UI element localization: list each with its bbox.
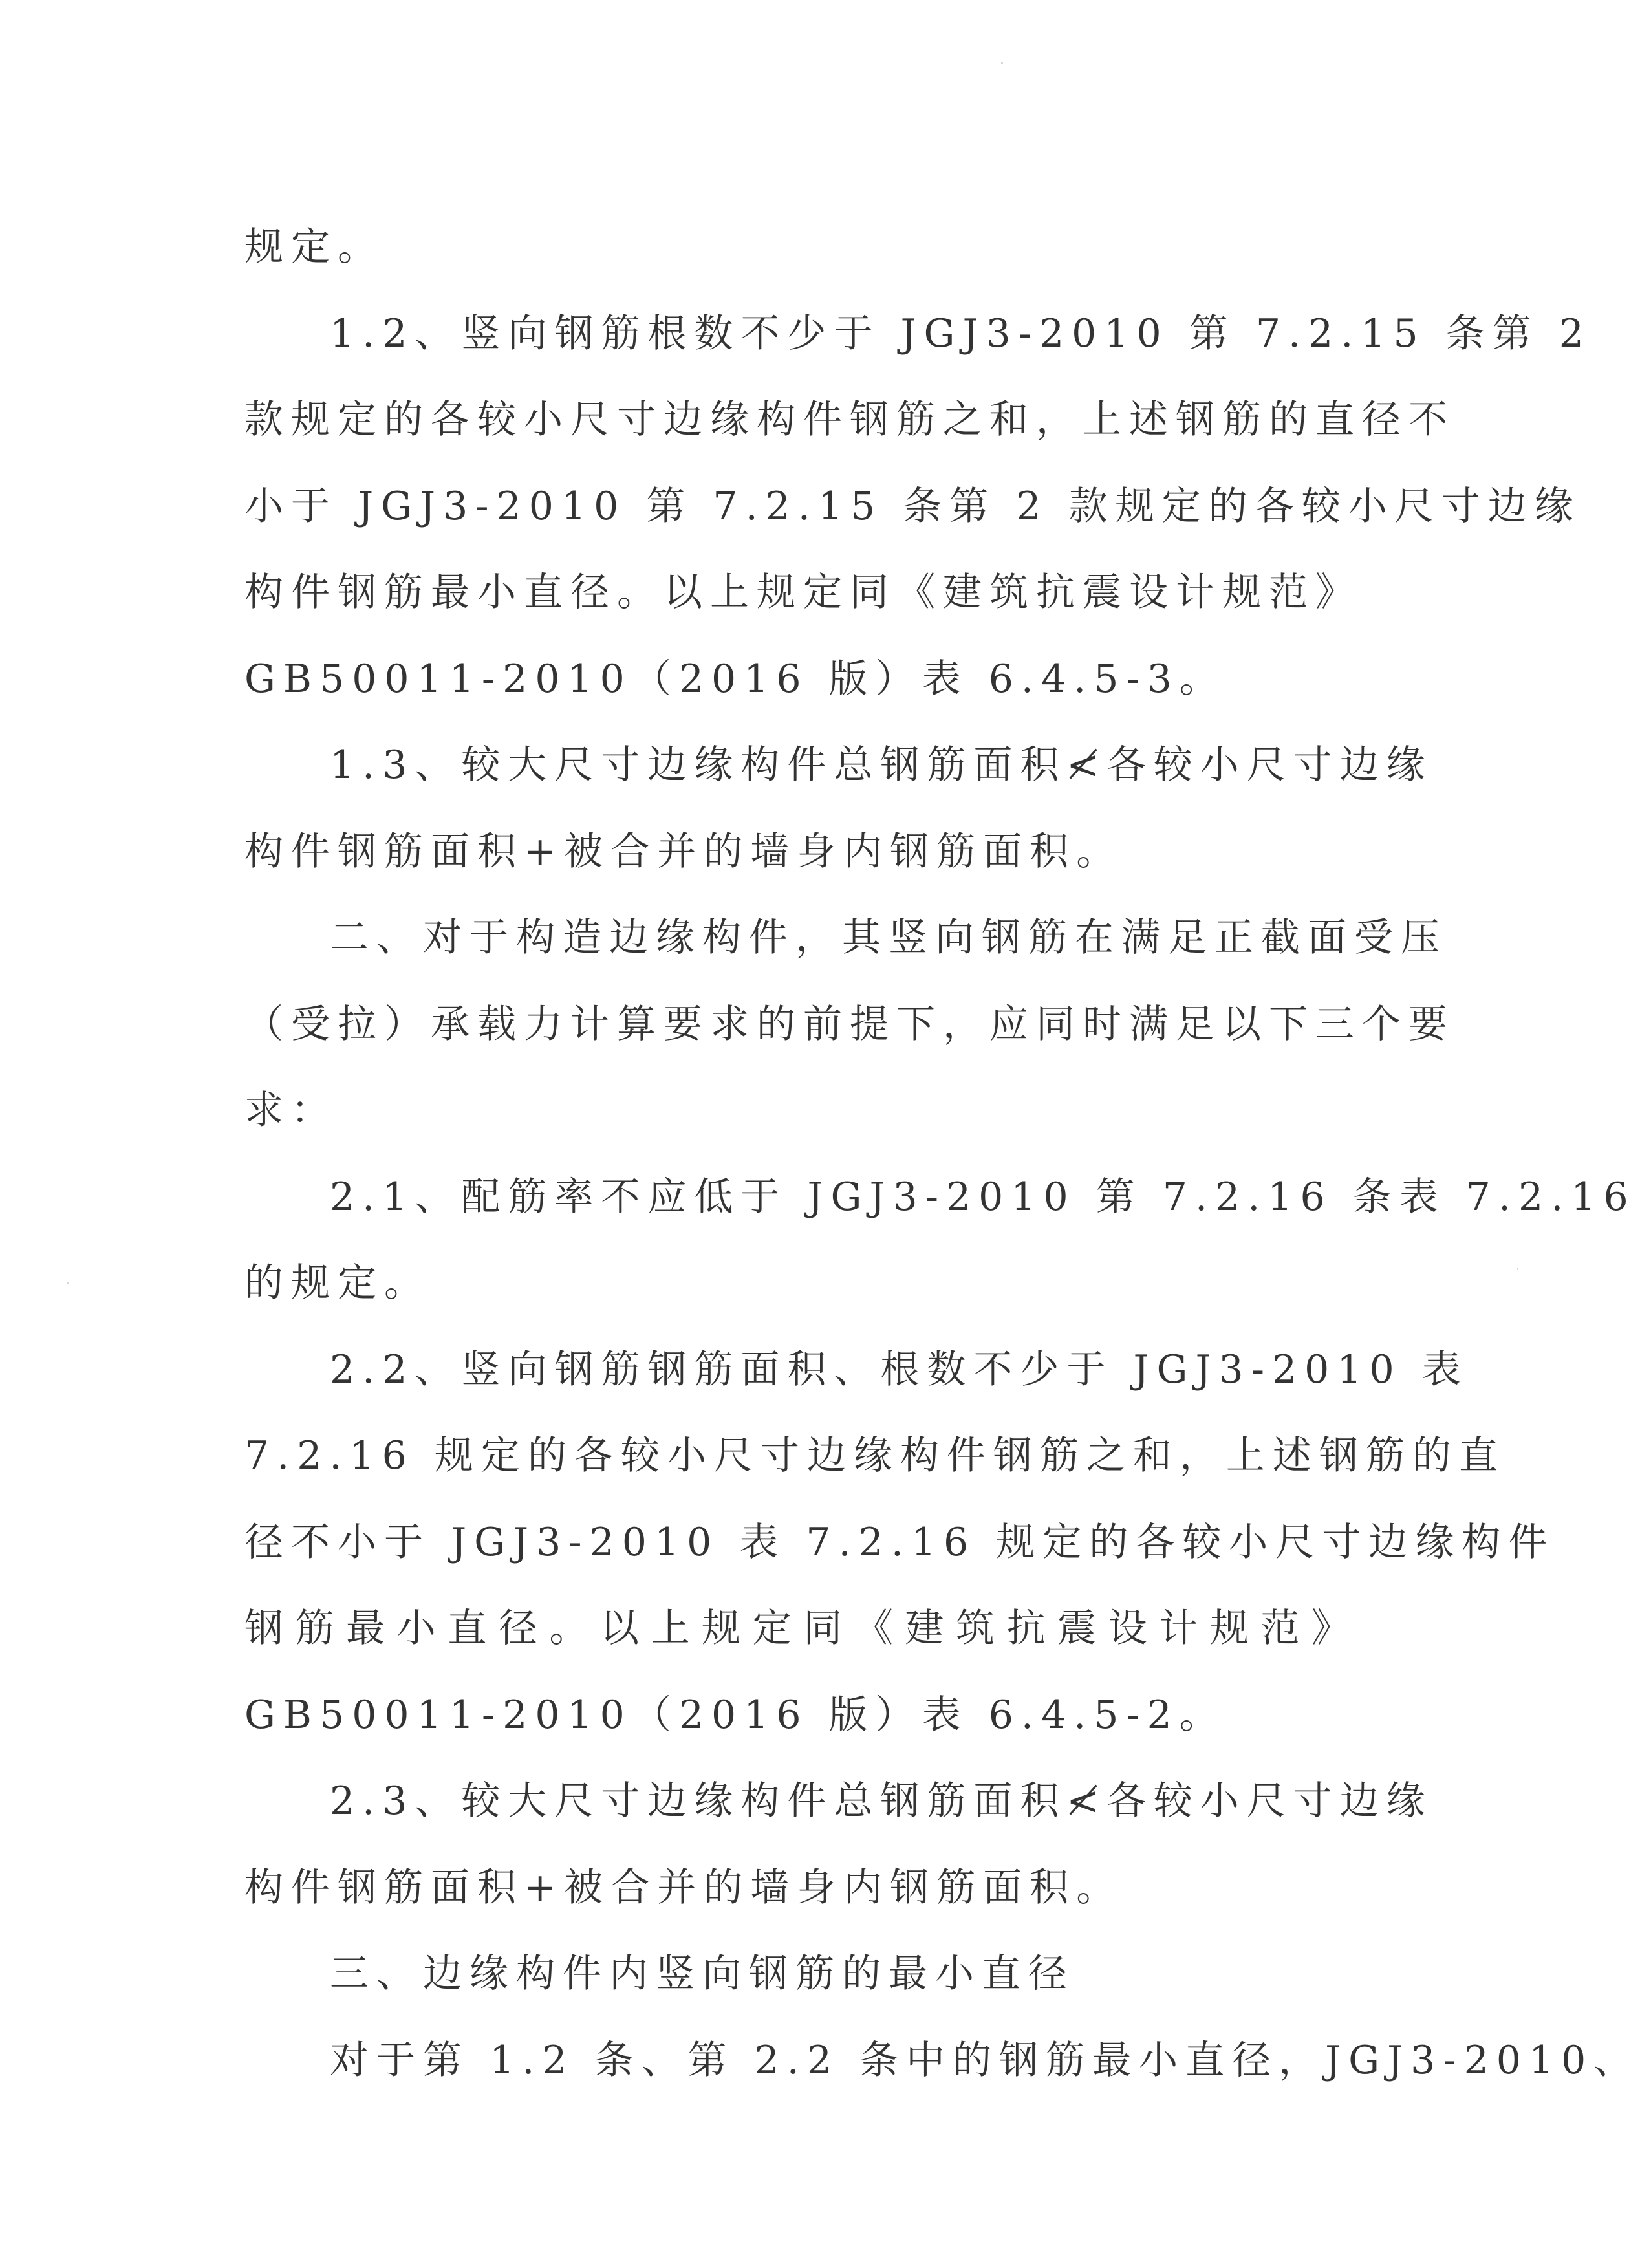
paragraph-3-start: 对于第 1.2 条、第 2.2 条中的钢筋最小直径，JGJ3-2010、 bbox=[330, 2037, 1640, 2083]
text-line: 7.2.16 规定的各较小尺寸边缘构件钢筋之和，上述钢筋的直 bbox=[244, 1433, 1505, 1478]
paragraph-1-2-start: 1.2、竖向钢筋根数不少于 JGJ3-2010 第 7.2.15 条第 2 bbox=[330, 310, 1591, 356]
text-line: 的规定。 bbox=[244, 1260, 431, 1306]
text-line: 构件钢筋最小直径。以上规定同《建筑抗震设计规范》 bbox=[244, 570, 1362, 615]
scan-speck bbox=[1001, 62, 1003, 64]
text-line: 款规定的各较小尺寸边缘构件钢筋之和，上述钢筋的直径不 bbox=[244, 397, 1455, 442]
section-3-heading: 三、边缘构件内竖向钢筋的最小直径 bbox=[330, 1951, 1075, 1996]
document-body bbox=[244, 204, 1640, 2104]
text-line: 求： bbox=[244, 1088, 338, 1133]
paragraph-2-3-start: 2.3、较大尺寸边缘构件总钢筋面积≮各较小尺寸边缘 bbox=[330, 1778, 1433, 1824]
text-line: 径不小于 JGJ3-2010 表 7.2.16 规定的各较小尺寸边缘构件 bbox=[244, 1519, 1555, 1565]
scan-speck bbox=[1517, 1268, 1518, 1270]
section-2-heading: 二、对于构造边缘构件，其竖向钢筋在满足正截面受压 bbox=[330, 915, 1447, 960]
text-line: 构件钢筋面积+被合并的墙身内钢筋面积。 bbox=[244, 828, 1123, 874]
paragraph-1-3-start: 1.3、较大尺寸边缘构件总钢筋面积≮各较小尺寸边缘 bbox=[330, 742, 1433, 788]
text-line: 构件钢筋面积+被合并的墙身内钢筋面积。 bbox=[244, 1864, 1123, 1910]
text-line: 小于 JGJ3-2010 第 7.2.15 条第 2 款规定的各较小尺寸边缘 bbox=[244, 483, 1581, 529]
scan-speck bbox=[67, 1282, 69, 1284]
text-line: （受拉）承载力计算要求的前提下，应同时满足以下三个要 bbox=[244, 1001, 1455, 1047]
text-line: 规定。 bbox=[244, 224, 384, 270]
text-line: GB50011-2010（2016 版）表 6.4.5-3。 bbox=[244, 656, 1226, 702]
paragraph-2-2-start: 2.2、竖向钢筋钢筋面积、根数不少于 JGJ3-2010 表 bbox=[330, 1346, 1469, 1392]
paragraph-2-1-start: 2.1、配筋率不应低于 JGJ3-2010 第 7.2.16 条表 7.2.16 bbox=[330, 1174, 1636, 1220]
text-line: GB50011-2010（2016 版）表 6.4.5-2。 bbox=[244, 1692, 1226, 1738]
text-line: 钢筋最小直径。以上规定同《建筑抗震设计规范》 bbox=[244, 1606, 1358, 1651]
